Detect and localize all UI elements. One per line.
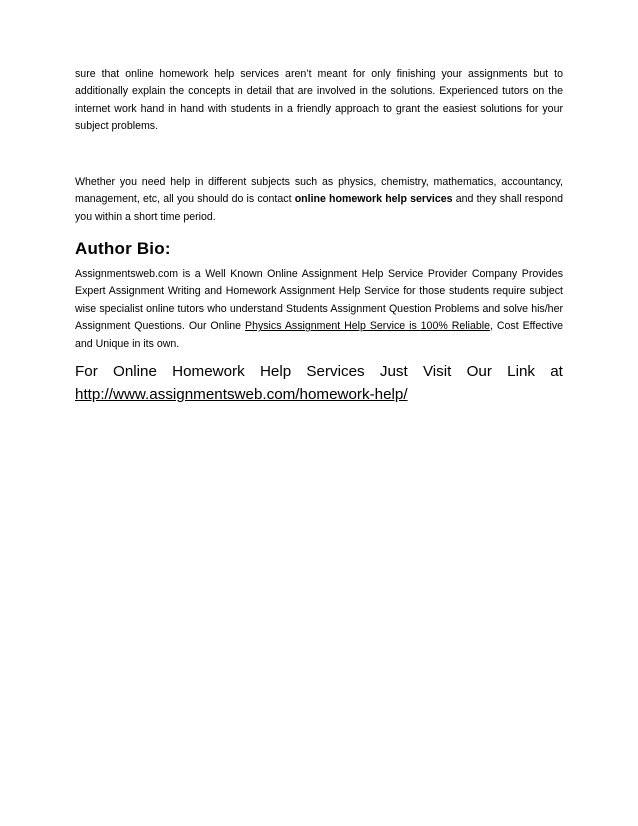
cta-word: For [75, 363, 98, 380]
cta-word: Just [379, 363, 408, 380]
cta-word: Our [466, 363, 492, 380]
paragraph-tutors: sure that online homework help services aren’t meant for only finishing your assignments but to additionally explain the concepts in detail that are involved in the solutions. Experienced tutors on the internet work hand in hand with students in a friendly approach to grant the easiest solutions for your subject problems. [75, 68, 563, 133]
paragraph-subjects [75, 174, 563, 226]
cta-word: Services [306, 363, 365, 380]
cta-word: Link [507, 363, 536, 380]
homework-help-services-link[interactable]: online homework help services [294, 193, 453, 206]
physics-assignment-help-link[interactable]: Physics Assignment Help Service is 100% Reliable [245, 320, 490, 333]
call-to-action [75, 360, 563, 406]
author-bio-heading: Author Bio: [75, 239, 171, 258]
paragraph-subjects-text-1: Whether you need help in different subjects such as physics, chemistry, mathematics, accountancy, management, etc, all you should do is contact [75, 176, 563, 206]
cta-word: Help [259, 363, 292, 380]
cta-word: Online [113, 363, 157, 380]
homework-help-url-link[interactable]: http://www.assignmentsweb.com/homework-help/ [75, 386, 408, 403]
cta-word: at [550, 363, 563, 380]
author-bio-text-1: Assignmentsweb.com is a Well Known Online Assignment Help Service Provider Company Provides Expert Assignment Writing and Homework Assignment Help Service for those students require subject wise specialist online tutors who understand Students Assignment Question Problems and solve his/her Assignment Questions. Our Online [75, 268, 563, 333]
cta-word: Visit [422, 363, 452, 380]
author-bio-text-2: , Cost Effective and Unique in its own. [75, 320, 564, 350]
cta-word: Homework [172, 363, 245, 380]
author-bio-paragraph [75, 266, 563, 353]
paragraph-subjects-text-2: and they shall respond you within a short time period. [75, 193, 564, 223]
call-to-action-line [75, 360, 563, 383]
